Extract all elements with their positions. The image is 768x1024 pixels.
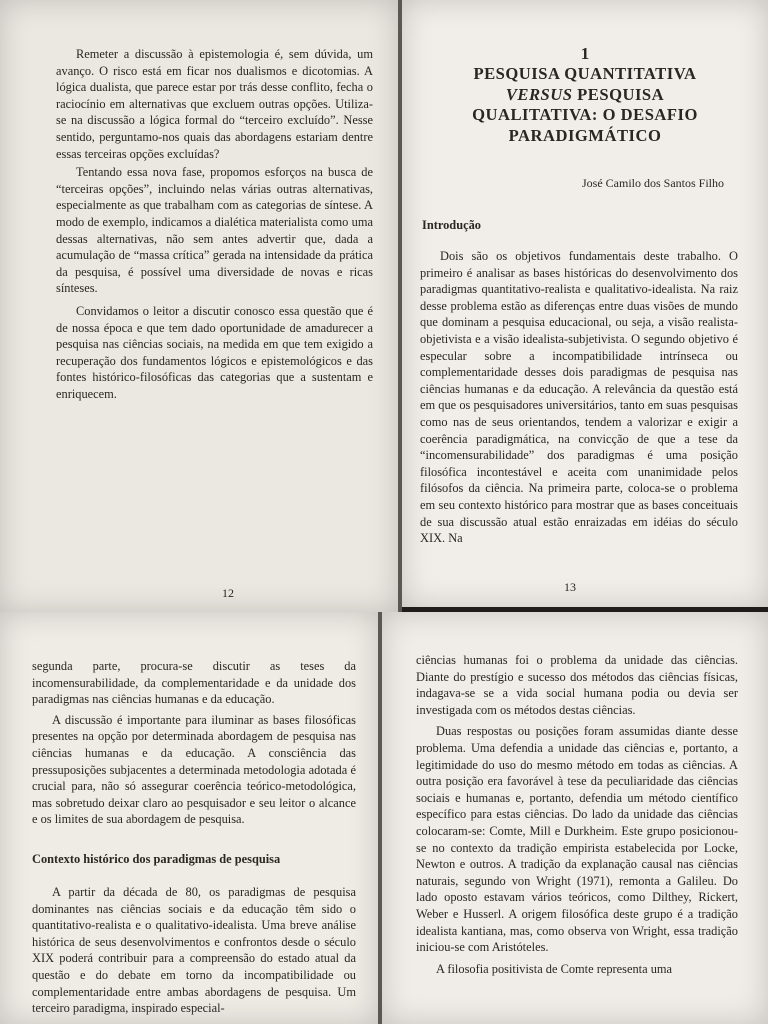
page-14-body [32,658,356,828]
page-14-body-continued [32,884,356,1017]
paragraph: Tentando essa nova fase, propomos esforços na busca de “terceiras opções”, incluindo nelas várias outras alternativas, especialmente as que trabalham com as categorias de síntese. A modo de exemplo, indicamos a dialética materialista como uma dessas alternativas, não sem antes advertir que, dada a acumulação de “massa crítica” gerada na intensidade da prática da pesquisa, é possível uma diversidade de novas e ricas sínteses. [56,165,373,296]
page-14 [0,612,378,1024]
section-heading: Contexto histórico dos paradigmas de pesquisa [32,852,281,866]
paragraph: A discussão é importante para iluminar as bases filosóficas presentes na opção por determinada abordagem de pesquisa nas ciências humanas e da educação. A consciência das pressuposições subjacentes a determinada metodologia adotada é crucial para, não só assegurar coerência teórico-metodológica, mas sobretudo deixar claro ao pesquisador e seu leitor o alcance e os limites de sua abordagem de pesquisa. [32,712,356,827]
paragraph: Remeter a discussão à epistemologia é, sem dúvida, um avanço. O risco está em ficar nos dualismos e dicotomias. A lógica dualista, que parece estar por trás desse conflito, fecha o raciocínio em alternativas que excluem outras opções. Utiliza-se na discussão a lógica formal do “terceiro excluído”. Nesse sentido, perguntamo-nos quais das abordagens estariam dentre essas terceiras opções excluídas? [56,47,373,161]
page-13 [402,0,768,607]
page-number: 13 [564,580,576,594]
page-12-body [56,46,373,402]
paragraph: A filosofia positivista de Comte representa uma [436,961,673,976]
section-heading: Introdução [422,218,481,232]
page-number: 12 [222,586,234,600]
chapter-number: 1 [580,44,590,63]
paragraph: segunda parte, procura-se discutir as teses da incomensurabilidade, da complementaridade e da unidade dos paradigmas nas ciências humanas e da educação. [32,659,356,707]
page-15 [382,612,768,1024]
paragraph: Duas respostas ou posições foram assumidas diante desse problema. Uma defendia a unidade das ciências e, portanto, a legitimidade do uso do mesmo método em todas as ciências. A outra posição era favorável à tese da peculiaridade das ciências sociais e humanas e, portanto, defendia um método científico específico para estas ciências. Do lado da unidade das ciências colocaram-se: Comte, Mill e Durkheim. Este grupo posicionou-se no contexto da tradição empirista estabelecida por Locke, Newton e outros. A tradição da explanação causal nas ciências naturais, segundo von Wright (1971), remonta a Galileu. Do lado oposto estavam vários teóricos, como Dilthey, Rickert, Weber e Husserl. A origem filosófica deste grupo é a tradição idealista kantiana, mas, como observa von Wright, essa tradição iniciou-se com Aristóteles. [416,724,738,955]
author-name: José Camilo dos Santos Filho [581,176,724,190]
page-13-body [420,248,738,547]
chapter-title-line: QUALITATIVA: O DESAFIO [472,105,698,124]
chapter-title-line [422,85,748,106]
page-15-body [416,652,738,977]
chapter-title-line: PARADIGMÁTICO [508,125,662,145]
paragraph: A partir da década de 80, os paradigmas de pesquisa dominantes nas ciências sociais e da educação têm sido o quantitativo-realista e o qualitativo-idealista. Uma breve análise histórica de seus desenvolvimentos e confrontos desde o século XIX poderá contribuir para a compreensão do estado atual da questão e do debate em torno da incompatibilidade ou complementaridade entre ambas abordagens de pesquisa. Um terceiro paradigma, inspirado especial- [32,885,356,1016]
page-12 [0,0,398,612]
paragraph: Convidamos o leitor a discutir conosco essa questão que é de nossa época e que tem dado oportunidade de amadurecer a pesquisa nas ciências sociais, na medida em que tem exigido a recuperação dos fundamentos lógicos e epistemológicos e das fontes histórico-filosóficas das categorias que a sustentam e enriquecem. [56,303,373,401]
paragraph: ciências humanas foi o problema da unidade das ciências. Diante do prestígio e sucesso dos métodos das ciências físicas, indagava-se se a vida social humana podia ou devia ser investigada com os métodos destas ciências. [416,653,738,717]
chapter-title-line: PESQUISA QUANTITATIVA [473,64,697,83]
chapter-title-rest: PESQUISA [572,84,665,104]
paragraph: Dois são os objetivos fundamentais deste trabalho. O primeiro é analisar as bases históricas do desenvolvimento dos paradigmas quantitativo-realista e qualitativo-idealista. Na raiz desse problema estão as diferenças entre duas visões de mundo que dominam a pesquisa educacional, ou seja, a visão realista-objetivista e a visão idealista-subjetivista. O segundo objetivo é especular sobre a incompatibilidade intrínseca ou complementaridade desses dois paradigmas de pesquisa nas ciências humanas e da educação. A relevância da questão está em que os pesquisadores universitários, tanto em suas pesquisas como nas de seus orientandos, tendem a valorizar e exigir a coerência paradigmática, na convicção de que a tese da “incomensurabilidade” dos paradigmas é uma posição filosófica incontestável e aceita com unanimidade pelos filósofos da ciência. Na primeira parte, coloca-se o problema em seu contexto histórico para mostrar que as bases conceituais de sua discussão atual estão enraizadas em idéias do século XIX. Na [420,249,738,546]
chapter-title [422,64,748,146]
chapter-title-versus: VERSUS [505,84,573,104]
